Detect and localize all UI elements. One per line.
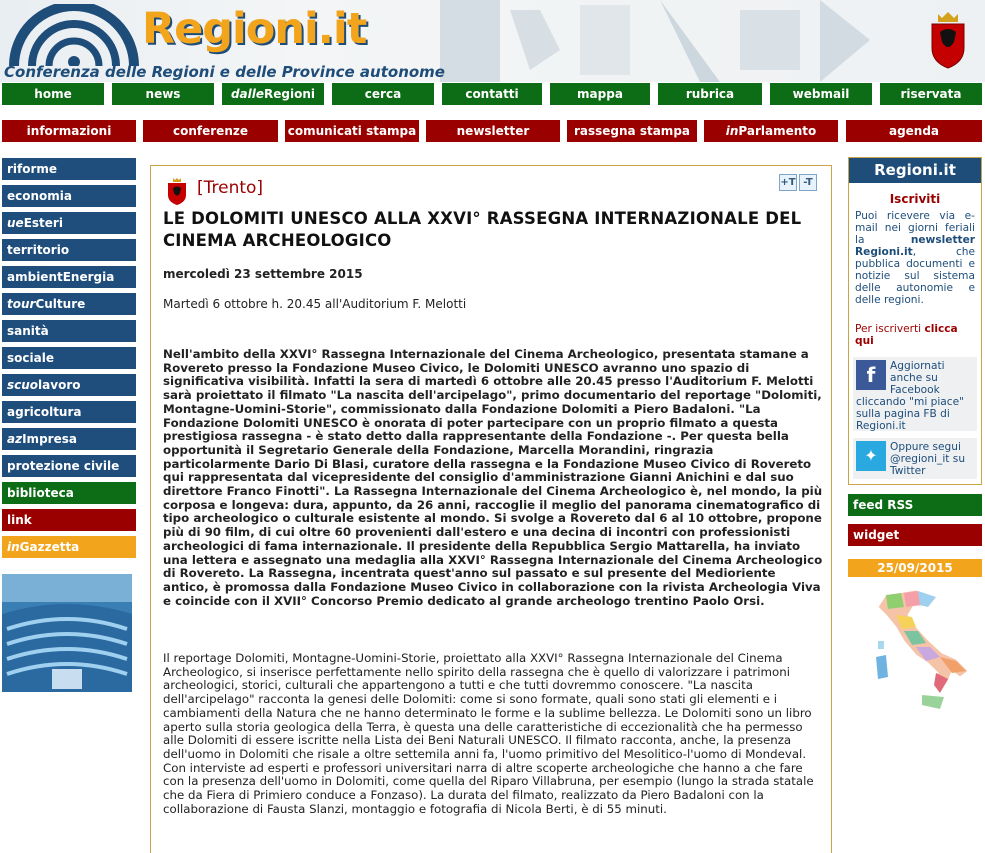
nav-parlamento-label: Parlamento xyxy=(738,124,817,138)
nav-dalle-regioni[interactable] xyxy=(222,83,324,105)
site-header xyxy=(0,0,985,82)
font-smaller-button[interactable]: -T xyxy=(799,174,817,191)
culture-label: Culture xyxy=(35,297,86,311)
article-date: mercoledì 23 settembre 2015 xyxy=(163,267,363,281)
coat-of-arms-icon xyxy=(928,10,968,72)
nav-home[interactable]: home xyxy=(2,83,104,105)
italy-map-icon[interactable] xyxy=(856,585,982,715)
nav-rassegna-stampa[interactable]: rassegna stampa xyxy=(567,120,697,142)
article-title: LE DOLOMITI UNESCO ALLA XXVI° RASSEGNA INTERNAZIONALE DEL CINEMA ARCHEOLOGICO xyxy=(163,209,802,250)
nav-rubrica[interactable]: rubrica xyxy=(658,83,762,105)
subscribe-cta xyxy=(849,306,981,347)
nav-news[interactable]: news xyxy=(112,83,214,105)
parliament-illustration-icon xyxy=(2,574,132,692)
sidebar-logo[interactable]: Regioni.it xyxy=(849,158,981,183)
left-sidebar xyxy=(2,158,136,563)
sidebar-item-ue-esteri[interactable] xyxy=(2,212,136,234)
parliament-image[interactable] xyxy=(2,574,132,692)
facebook-text: Aggiornati anche su Facebook cliccando "mi piace" sulla pagina FB di Regioni.it xyxy=(856,360,965,432)
click-text: Per iscriverti xyxy=(855,323,925,335)
feed-rss-button[interactable]: feed RSS xyxy=(848,494,982,516)
subscribe-text xyxy=(849,206,981,306)
nav-agenda[interactable]: agenda xyxy=(846,120,982,142)
subscribe-text-1: Puoi ricevere via e-mail nei giorni feriali la xyxy=(855,210,975,246)
sidebar-item-link[interactable]: link xyxy=(2,509,136,531)
secondary-nav xyxy=(0,120,985,142)
sidebar-item-territorio[interactable]: territorio xyxy=(2,239,136,261)
sidebar-item-economia[interactable]: economia xyxy=(2,185,136,207)
article-city: [Trento] xyxy=(197,178,264,198)
subscribe-text-2: , che pubblica documenti e notizie sul sistema delle autonomie e delle regioni. xyxy=(855,246,975,306)
primary-nav xyxy=(0,83,985,105)
az-prefix: az xyxy=(7,432,23,446)
nav-dalle-prefix: dalle xyxy=(230,87,265,101)
font-bigger-button[interactable]: +T xyxy=(779,174,797,191)
nav-conferenze[interactable]: conferenze xyxy=(143,120,278,142)
nav-in-parlamento[interactable] xyxy=(704,120,838,142)
gazzetta-label: Gazzetta xyxy=(19,540,80,554)
sidebar-item-scuola-lavoro[interactable] xyxy=(2,374,136,396)
site-logo[interactable]: Regioni.it xyxy=(142,4,367,54)
sidebar-item-riforme[interactable]: riforme xyxy=(2,158,136,180)
nav-comunicati-stampa[interactable]: comunicati stampa xyxy=(285,120,419,142)
sidebar-item-biblioteca[interactable]: biblioteca xyxy=(2,482,136,504)
scuo-prefix: scuo xyxy=(7,378,39,392)
facebook-icon: f xyxy=(856,360,886,390)
twitter-icon: ✦ xyxy=(856,441,886,471)
widget-date: 25/09/2015 xyxy=(848,559,982,577)
nav-riservata[interactable]: riservata xyxy=(880,83,982,105)
article-panel xyxy=(150,165,832,853)
sidebar-item-sanita[interactable]: sanità xyxy=(2,320,136,342)
nav-dalle-label: Regioni xyxy=(264,87,316,101)
tour-prefix: tour xyxy=(7,297,36,311)
nav-newsletter[interactable]: newsletter xyxy=(426,120,560,142)
site-tagline: Conferenza delle Regioni e delle Province autonome xyxy=(4,63,445,81)
esteri-label: Esteri xyxy=(23,216,63,230)
sidebar-item-agricoltura[interactable]: agricoltura xyxy=(2,401,136,423)
sidebar-item-ambientenergia[interactable]: ambientEnergia xyxy=(2,266,136,288)
nav-webmail[interactable]: webmail xyxy=(770,83,872,105)
font-size-tools xyxy=(777,174,817,191)
article-subtitle: Martedì 6 ottobre h. 20.45 all'Auditorium F. Melotti xyxy=(163,297,467,311)
in-prefix: in xyxy=(7,540,20,554)
widget-button[interactable]: widget xyxy=(848,524,982,546)
subscribe-title: Iscriviti xyxy=(889,192,941,206)
nav-cerca[interactable]: cerca xyxy=(332,83,434,105)
sidebar-item-az-impresa[interactable] xyxy=(2,428,136,450)
sidebar-item-sociale[interactable]: sociale xyxy=(2,347,136,369)
twitter-box[interactable] xyxy=(853,438,977,479)
article-paragraph-1: Nell'ambito della XXVI° Rassegna Internazionale del Cinema Archeologico, presentata stamane a Rovereto presso la Fondazione Museo Civico, le Dolomiti UNESCO avranno uno spazio di significativa visibilità. Infatti la sera di martedì 6 ottobre alle 20.45 presso l'Auditorium F. Melotti sarà proiettato il filmato "La nascita dell'arcipelago", primo documentario del reportage "Dolomiti, Montagne-Uomini-Storie", commissionato dalla Fondazione Dolomiti a Piero Badaloni. "La Fondazione Dolomiti UNESCO è onorata di poter partecipare con un proprio filmato a questa prestigiosa rassegna - è stato detto dalla rappresentante della Fondazione -. Per questa bella opportunità il Segretario Generale della Fondazione, Marcella Morandini, ringrazia particolarmente Dario Di Blasi, curatore della rassegna e la Fondazione Museo Civico di Rovereto qui rappresentata dal vicepresidente del consiglio d'amministrazione Gianni Anichini e dal suo direttore Franco Finotti". La Rassegna Internazionale del Cinema Archeologico è, nel mondo, la più corposa e longeva: dura, appunto, da 26 anni, raccoglie il meglio del panorama cinematografico di tipo archeologico o culturale esistente al mondo. Si svolge a Rovereto dal 6 al 10 ottobre, propone più di 90 film, di cui oltre 60 provenienti dall'estero e una decina di incontri con professionisti archeologici di fama internazionale. Il presidente della Repubblica Sergio Mattarella, ha inviato una lettera e assegnato una medaglia alla XXVI° Rassegna Internazionale del Cinema Archeologico di Rovereto. La Rassegna, incentrata quest'anno sul passato e sul presente del Medioriente antico, è promossa dalla Fondazione Museo Civico in collaborazione con la rivista Archeologia Viva e coincide con il XVII° Concorso Premio dedicato al grande archeologo trentino Paolo Orsi. xyxy=(163,347,823,608)
header-background-maps xyxy=(440,0,920,82)
lavoro-label: lavoro xyxy=(38,378,81,392)
ue-prefix: ue xyxy=(7,216,24,230)
facebook-box[interactable] xyxy=(853,357,977,431)
nav-contatti[interactable]: contatti xyxy=(442,83,542,105)
nav-mappa[interactable]: mappa xyxy=(550,83,650,105)
nav-in-prefix: in xyxy=(725,124,739,138)
logo-arcs-icon xyxy=(4,4,144,66)
twitter-text: Oppure segui @regioni_it su Twitter xyxy=(890,441,966,477)
impresa-label: Impresa xyxy=(22,432,77,446)
click-here-link[interactable]: clicca qui xyxy=(855,323,958,347)
sidebar-item-in-gazzetta[interactable] xyxy=(2,536,136,558)
nav-informazioni[interactable]: informazioni xyxy=(2,120,136,142)
article-paragraph-2: Il reportage Dolomiti, Montagne-Uomini-Storie, proiettato alla XXVI° Rassegna Internazionale del Cinema Archeologico, si inserisce perfettamente nello spirito della rassegna che è quello di valorizzare i patrimoni archeologici, storici, culturali che appartengono a tutti e che tutti dovremmo conoscere. "La nascita dell'arcipelago" racconta la genesi delle Dolomiti: come si sono formate, quali sono stati gli elementi e i cambiamenti della Natura che ne hanno determinato le forme e la sublime bellezza. Le Dolomiti sono un libro aperto sulla storia geologica della Terra, è questa una delle caratteristiche di eccezionalità che ha permesso alle Dolomiti di essere iscritte nella Lista dei Beni Naturali UNESCO. Il filmato racconta, anche, la presenza dell'uomo in Dolomiti che risale a oltre settemila anni fa, l'uomo primitivo del Mesolitico-l'uomo di Mondeval. Con interviste ad esperti e professori universitari narra di altre scoperte archeologiche che hanno a che fare con la presenza dell'uomo in Dolomiti, come quella del Riparo Villabruna, per esempio (lungo la strada statale che da Fiera di Primiero conduce a Fonzaso). La durata del filmato, realizzato da Piero Badaloni con la collaborazione di Fausta Slanzi, montaggio e fotografia di Nicola Berti, è di 55 minuti. xyxy=(163,651,814,816)
newsletter-box xyxy=(848,157,982,485)
sidebar-item-protezione-civile[interactable]: protezione civile xyxy=(2,455,136,477)
newsletter-link[interactable]: newsletter Regioni.it xyxy=(855,234,975,258)
trento-crest-icon xyxy=(167,177,187,205)
sidebar-item-tour-culture[interactable] xyxy=(2,293,136,315)
